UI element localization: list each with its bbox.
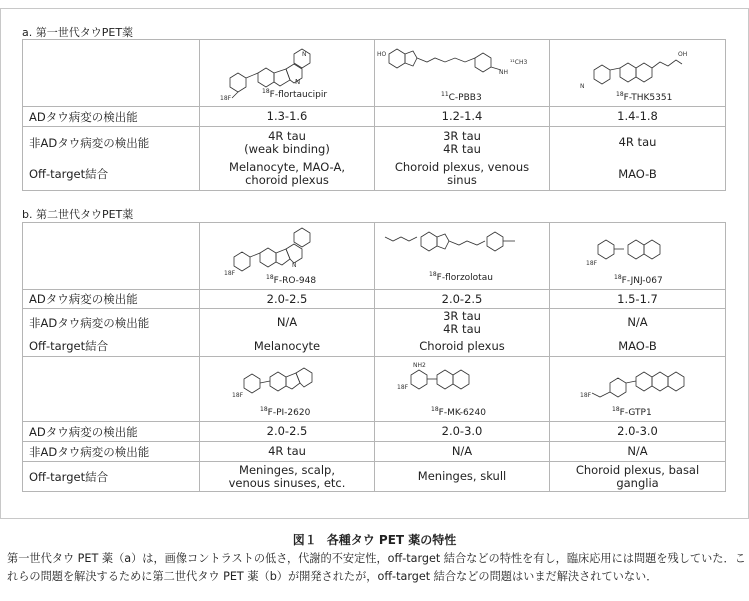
- svg-text:¹¹CH3: ¹¹CH3: [510, 59, 528, 66]
- structure-cell: [550, 357, 726, 422]
- structure-cell: [375, 40, 550, 107]
- row-label: Off-target結合: [23, 462, 200, 492]
- svg-text:N: N: [580, 83, 585, 90]
- row-label: 非ADタウ病変の検出能: [23, 309, 200, 337]
- compound-label: $^{18}$F-florzolotau: [429, 271, 493, 283]
- structure-cell: [200, 223, 375, 290]
- structure-row: [23, 357, 726, 422]
- row-label: Off-target結合: [23, 159, 200, 191]
- figure-number: 図１: [292, 533, 317, 547]
- cell-value: 2.0-3.0: [375, 422, 550, 442]
- cell-value: 1.5-1.7: [550, 290, 726, 309]
- table-row: [23, 442, 726, 462]
- cell-value: 2.0-2.5: [375, 290, 550, 309]
- structure-row: [23, 223, 726, 290]
- cell-value: N/A: [375, 442, 550, 462]
- structure-cell: [375, 357, 550, 422]
- row-label: ADタウ病変の検出能: [23, 422, 200, 442]
- row-label: Off-target結合: [23, 337, 200, 357]
- table-row: [23, 127, 726, 159]
- cell-value: 3R tau 4R tau: [375, 309, 550, 337]
- structure-cell: [200, 40, 375, 107]
- svg-text:18F: 18F: [232, 392, 244, 399]
- compound-label: $^{18}$F-JNJ-067: [614, 274, 663, 286]
- compound-label: $^{18}$F-THK5351: [616, 91, 673, 103]
- cell-value: 2.0-2.5: [200, 290, 375, 309]
- table-row: [23, 159, 726, 191]
- cell-value: 4R tau (weak binding): [200, 127, 375, 159]
- svg-text:18F: 18F: [397, 384, 409, 391]
- row-label: 非ADタウ病変の検出能: [23, 442, 200, 462]
- section-b-title: b. 第二世代タウPET薬: [22, 208, 134, 221]
- figure-caption: 第一世代タウ PET 薬（a）は，画像コントラストの低さ，代謝的不安定性，off-target 結合などの特性を有し，臨床応用には問題を残していた．これらの問題を解決するために第二世代タウ PET 薬（b）が開発されたが，off-target 結合などの問題はいまだ解決されていない．: [7, 552, 746, 583]
- table-row: [23, 337, 726, 357]
- svg-text:18F: 18F: [586, 260, 598, 267]
- structure-cell: [375, 223, 550, 290]
- cell-value: MAO-B: [550, 337, 726, 357]
- cell-value: N/A: [200, 309, 375, 337]
- svg-text:OH: OH: [678, 51, 688, 58]
- table-first-generation: [22, 39, 726, 191]
- svg-text:NH2: NH2: [413, 362, 426, 369]
- cell-value: 4R tau: [200, 442, 375, 462]
- cell-value: Melanocyte: [200, 337, 375, 357]
- structure-cell: [550, 40, 726, 107]
- table-row: [23, 462, 726, 492]
- compound-label: $^{18}$F-MK-6240: [431, 406, 486, 418]
- structure-row: [23, 40, 726, 107]
- cell-value: 1.2-1.4: [375, 107, 550, 127]
- cell-value: Meninges, scalp, venous sinuses, etc.: [200, 462, 375, 492]
- svg-text:HO: HO: [377, 51, 387, 58]
- structure-cell: [550, 223, 726, 290]
- svg-text:NH: NH: [499, 69, 508, 76]
- figure-title: [0, 531, 749, 548]
- structure-cell: [200, 357, 375, 422]
- compound-label: $^{18}$F-GTP1: [612, 406, 652, 418]
- row-label: 非ADタウ病変の検出能: [23, 127, 200, 159]
- svg-text:N: N: [295, 78, 301, 86]
- cell-value: Choroid plexus: [375, 337, 550, 357]
- section-a-title: a. 第一世代タウPET薬: [22, 26, 134, 39]
- figure-title-text: 各種タウ PET 薬の特性: [326, 533, 457, 547]
- row-label: ADタウ病変の検出能: [23, 107, 200, 127]
- row-label: ADタウ病変の検出能: [23, 290, 200, 309]
- cell-value: 1.4-1.8: [550, 107, 726, 127]
- cell-value: 4R tau: [550, 127, 726, 159]
- table-row: [23, 107, 726, 127]
- cell-value: Melanocyte, MAO-A, choroid plexus: [200, 159, 375, 191]
- cell-value: Choroid plexus, basal ganglia: [550, 462, 726, 492]
- compound-label: $^{18}$F-RO-948: [266, 274, 317, 286]
- svg-text:18F: 18F: [224, 270, 236, 277]
- table-row: [23, 290, 726, 309]
- compound-label: $^{18}$F-PI-2620: [260, 406, 311, 418]
- cell-value: 1.3-1.6: [200, 107, 375, 127]
- table-second-generation: [22, 222, 726, 492]
- cell-value: Meninges, skull: [375, 462, 550, 492]
- cell-value: N/A: [550, 309, 726, 337]
- cell-value: MAO-B: [550, 159, 726, 191]
- svg-text:N: N: [302, 51, 307, 58]
- cell-value: N/A: [550, 442, 726, 462]
- table-row: [23, 309, 726, 337]
- table-row: [23, 422, 726, 442]
- compound-label: $^{11}$C-PBB3: [441, 91, 482, 103]
- cell-value: 3R tau 4R tau: [375, 127, 550, 159]
- svg-text:18F: 18F: [580, 392, 592, 399]
- cell-value: 2.0-3.0: [550, 422, 726, 442]
- svg-text:N: N: [292, 262, 297, 269]
- svg-text:18F: 18F: [220, 95, 232, 102]
- compound-label: $^{18}$F-flortaucipir: [262, 88, 328, 100]
- cell-value: Choroid plexus, venous sinus: [375, 159, 550, 191]
- cell-value: 2.0-2.5: [200, 422, 375, 442]
